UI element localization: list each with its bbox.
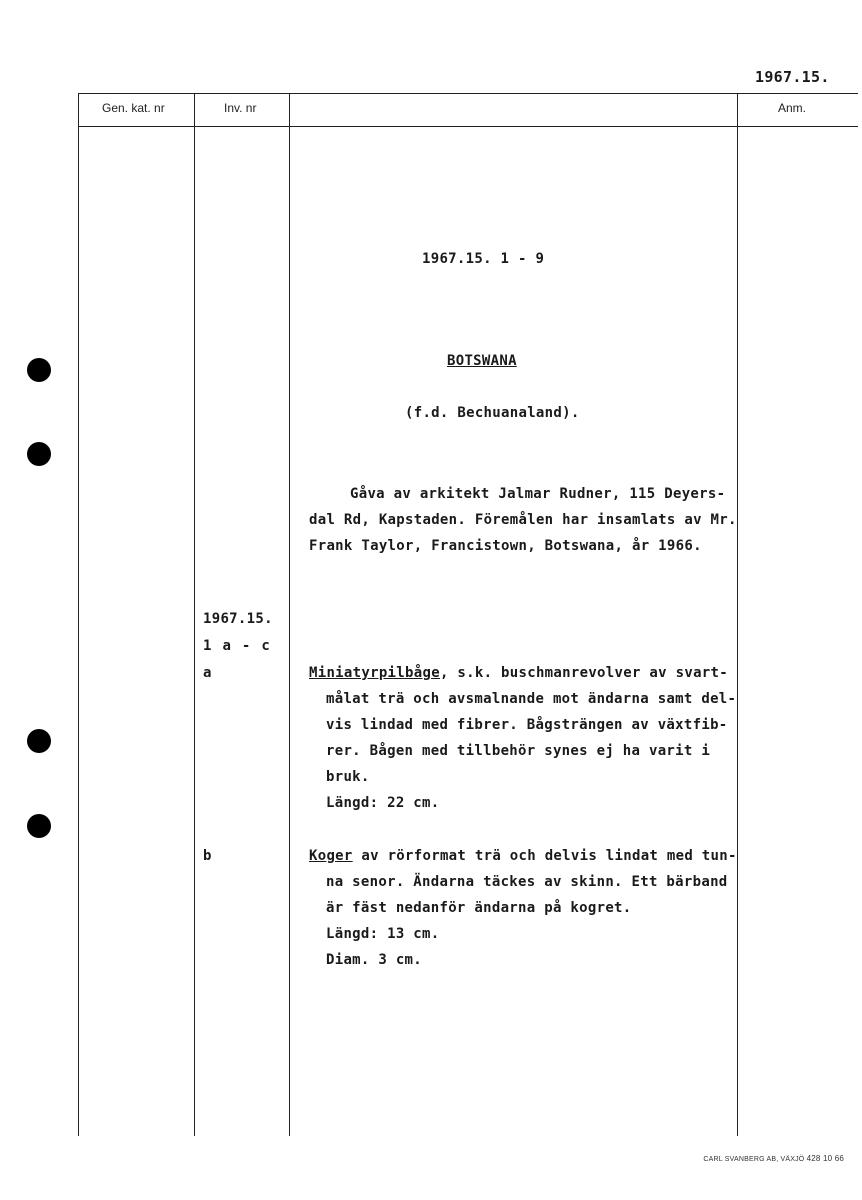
country-title: BOTSWANA	[447, 353, 517, 369]
item-b-first-line	[309, 848, 737, 864]
item-b-line: är fäst nedanför ändarna på kogret.	[326, 900, 632, 916]
donation-line-2: dal Rd, Kapstaden. Föremålen har insamlats av Mr.	[309, 512, 737, 528]
item-a-line: vis lindad med fibrer. Bågsträngen av växtfib-	[326, 717, 728, 733]
former-name: (f.d. Bechuanaland).	[405, 405, 580, 421]
item-a-first-line	[309, 665, 728, 681]
item-a-first-line-rest: , s.k. buschmanrevolver av svart-	[439, 665, 728, 681]
inv-group-number: 1967.15.	[203, 611, 273, 627]
column-divider-anm	[737, 93, 738, 1136]
header-bottom-rule	[78, 126, 858, 127]
inv-item-letter-a: a	[203, 665, 212, 681]
donation-line-1: Gåva av arkitekt Jalmar Rudner, 115 Deyers-	[350, 486, 726, 502]
page-number: 1967.15.	[755, 68, 830, 86]
item-a-length: Längd: 22 cm.	[326, 795, 440, 811]
item-a-line: rer. Bågen med tillbehör synes ej ha varit i	[326, 743, 711, 759]
punch-hole-1	[27, 358, 51, 382]
column-divider-inv	[194, 93, 195, 1136]
punch-hole-4	[27, 814, 51, 838]
punch-hole-2	[27, 442, 51, 466]
column-header-gen-kat-nr: Gen. kat. nr	[102, 101, 165, 115]
column-header-anm: Anm.	[778, 101, 807, 115]
item-b-line: na senor. Ändarna täckes av skinn. Ett bärband	[326, 874, 728, 890]
entry-range: 1967.15. 1 - 9	[422, 251, 545, 267]
printer-footer	[703, 1154, 844, 1163]
column-header-inv-nr: Inv. nr	[224, 101, 257, 115]
item-b-title: Koger	[309, 848, 353, 864]
item-a-line: bruk.	[326, 769, 370, 785]
item-b-diameter: Diam. 3 cm.	[326, 952, 423, 968]
item-b-first-line-rest: av rörformat trä och delvis lindat med tun-	[352, 848, 737, 864]
form-code: 428 10 66	[806, 1154, 844, 1163]
header-top-rule	[78, 93, 858, 94]
punch-hole-3	[27, 729, 51, 753]
item-a-title: Miniatyrpilbåge	[309, 665, 440, 681]
item-b-length: Längd: 13 cm.	[326, 926, 440, 942]
donation-line-3: Frank Taylor, Francistown, Botswana, år 1966.	[309, 538, 702, 554]
column-divider-desc	[289, 93, 290, 1136]
printer-name: CARL SVANBERG AB, VÄXJÖ	[703, 1156, 805, 1163]
column-divider-left	[78, 93, 79, 1136]
item-a-line: målat trä och avsmalnande mot ändarna samt del-	[326, 691, 737, 707]
inv-group-sub: 1 a - c	[203, 638, 271, 654]
inv-item-letter-b: b	[203, 848, 212, 864]
